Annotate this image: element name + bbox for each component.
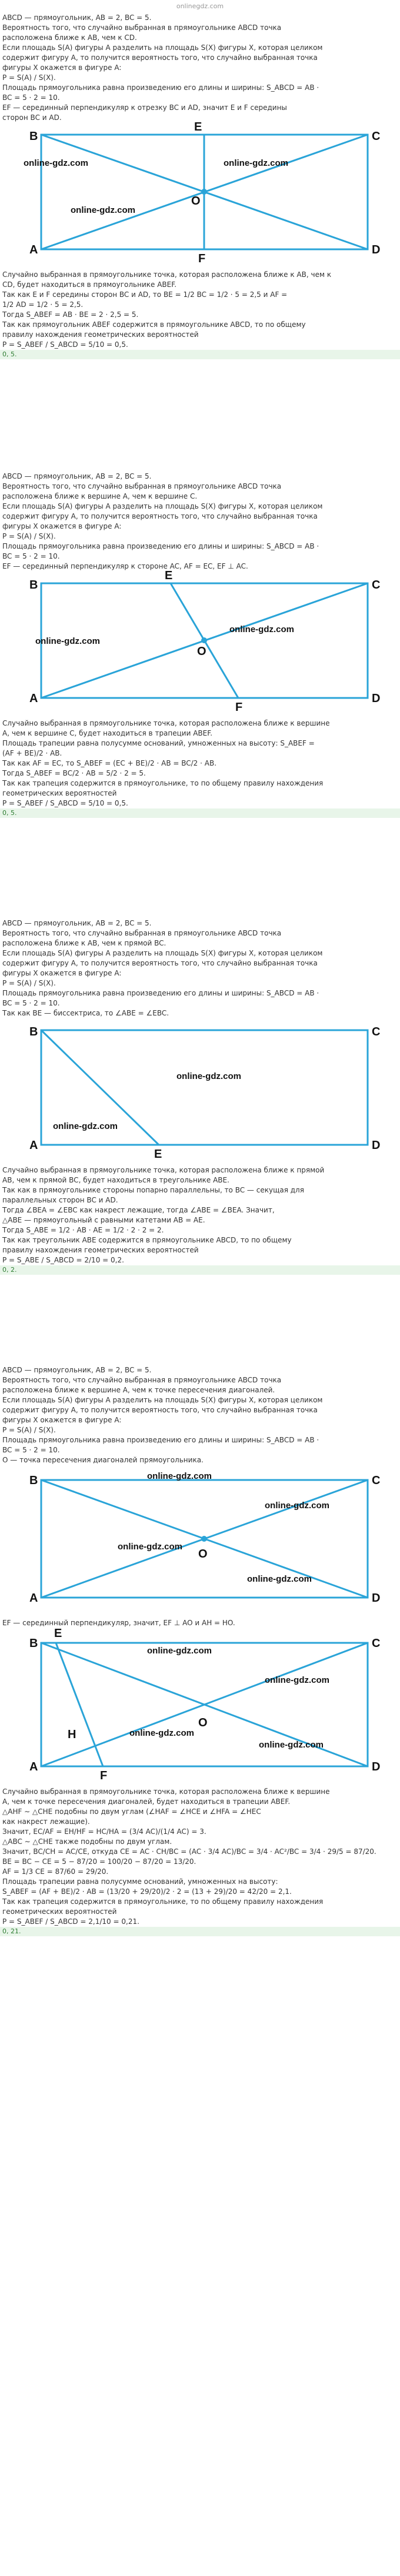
figure-4b — [0, 1628, 400, 1787]
text-line: P = S_ABEF / S_ABCD = 5/10 = 0,5. — [2, 340, 128, 349]
text-line: Так как трапеция содержится в прямоугольнике, то по общему правилу нахождения — [2, 779, 324, 787]
problem-2 — [0, 472, 400, 918]
label-c: C — [372, 1474, 381, 1487]
label-e: E — [194, 121, 202, 133]
text-line: P = S(A) / S(X). — [2, 1426, 56, 1434]
text-line: CD, будет находиться в прямоугольнике ABEF. — [2, 280, 177, 289]
text-line: как накрест лежащие). — [2, 1817, 90, 1826]
text-line: P = S(A) / S(X). — [2, 979, 56, 987]
text-line: содержит фигуру A, то получится вероятность того, что случайно выбранная точка — [2, 54, 318, 62]
watermark: online-gdz.com — [265, 1675, 329, 1685]
text-line: Так как E и F середины сторон BC и AD, то BE = 1/2 BC = 1/2 · 5 = 2,5 и AF = — [2, 290, 288, 299]
problem-1 — [0, 13, 400, 472]
label-d: D — [372, 1592, 381, 1605]
label-c: C — [372, 579, 381, 592]
formula-text — [0, 978, 400, 1018]
label-f: F — [235, 701, 243, 714]
text-line: ABCD — прямоугольник, AB = 2, BC = 5. — [2, 1366, 152, 1374]
label-h: H — [68, 1728, 76, 1741]
formula-text — [0, 73, 400, 123]
text-line: BE = BC − CE = 5 − 87/20 = 100/20 − 87/20 = 13/20. — [2, 1857, 196, 1866]
text-line: Значит, BC/CH = AC/CE, откуда CE = AC · CH/BC = (AC · 3/4 AC)/BC = 3/4 · AC²/BC = 3/4 · 29/5 = 87/20. — [2, 1847, 376, 1856]
watermark: online-gdz.com — [224, 158, 288, 168]
text-line: △ABE — прямоугольный с равными катетами AB = AE. — [2, 1216, 205, 1224]
text-line: Случайно выбранная в прямоугольнике точка, которая расположена ближе к AB, чем к — [2, 270, 332, 279]
label-a: A — [29, 1139, 38, 1152]
text-line: Если площадь S(A) фигуры A разделить на площадь S(X) фигуры X, которая целиком — [2, 949, 323, 957]
text-line: содержит фигуру A, то получится вероятность того, что случайно выбранная точка — [2, 959, 318, 967]
text-line: Значит, EC/AF = EH/HF = HC/HA = (3/4 AC)/(1/4 AC) = 3. — [2, 1827, 206, 1836]
label-b: B — [29, 1474, 38, 1487]
label-f: F — [198, 252, 206, 265]
watermark: online-gdz.com — [265, 1501, 329, 1511]
text-line: параллельных сторон BC и AD. — [2, 1196, 118, 1204]
text-line: содержит фигуру A, то получится вероятность того, что случайно выбранная точка — [2, 1406, 318, 1414]
text-line: P = S(A) / S(X). — [2, 73, 56, 82]
text-line: Так как треугольник ABE содержится в прямоугольнике ABCD, то по общему — [2, 1236, 292, 1244]
text-line: Площадь трапеции равна полусумме оснований, умноженных на высоту: — [2, 1877, 278, 1886]
watermark: online-gdz.com — [147, 1646, 212, 1656]
text-line: (AF + BE)/2 · AB. — [2, 749, 62, 757]
rectangle-diagram — [0, 1465, 400, 1618]
text-line: 1/2 AD = 1/2 · 5 = 2,5. — [2, 300, 84, 309]
solution-text — [0, 719, 400, 808]
text-line: AF = 1/3 CE = 87/60 = 29/20. — [2, 1867, 109, 1876]
answer: 0, 2. — [0, 1265, 400, 1275]
text-line: AB, чем к прямой BC, будет находиться в треугольнике ABE. — [2, 1176, 229, 1184]
text-line: расположена ближе к AB, чем к прямой BC. — [2, 939, 166, 947]
text-line: Тогда S_ABEF = AB · BE = 2 · 2,5 = 5. — [2, 310, 139, 319]
label-a: A — [29, 692, 38, 705]
label-d: D — [372, 243, 381, 256]
text-line: Если площадь S(A) фигуры A разделить на площадь S(X) фигуры X, которая целиком — [2, 44, 323, 52]
label-c: C — [372, 1025, 381, 1038]
label-o: O — [198, 1716, 208, 1729]
watermark: online-gdz.com — [229, 624, 294, 634]
answer: 0, 5. — [0, 350, 400, 359]
text-line: Тогда S_ABEF = BC/2 · AB = 5/2 · 2 = 5. — [2, 769, 146, 777]
text-line: BC = 5 · 2 = 10. — [2, 999, 60, 1007]
text-line: Если площадь S(A) фигуры A разделить на площадь S(X) фигуры X, которая целиком — [2, 1396, 323, 1404]
text-line: P = S(A) / S(X). — [2, 532, 56, 540]
label-a: A — [29, 1760, 38, 1773]
text-line: фигуры X окажется в фигуре A: — [2, 1416, 122, 1424]
label-b: B — [29, 1025, 38, 1038]
label-b: B — [29, 1637, 38, 1650]
text-line: Случайно выбранная в прямоугольнике точка, которая расположена ближе к вершине — [2, 719, 330, 727]
text-line: Так как прямоугольник ABEF содержится в прямоугольнике ABCD, то по общему — [2, 320, 306, 329]
label-f: F — [100, 1769, 108, 1782]
text-line: сторон BC и AD. — [2, 113, 62, 122]
label-d: D — [372, 1139, 381, 1152]
text-line: EF — серединный перпендикуляр к отрезку BC и AD, значит E и F середины — [2, 103, 287, 112]
text-line: ABCD — прямоугольник, AB = 2, BC = 5. — [2, 472, 152, 480]
label-a: A — [29, 243, 38, 256]
text-line: Так как в прямоугольнике стороны попарно параллельны, то BC — секущая для — [2, 1186, 304, 1194]
figure-4a — [0, 1465, 400, 1618]
label-b: B — [29, 579, 38, 592]
figure-3 — [0, 1018, 400, 1165]
text-line: Вероятность того, что случайно выбранная в прямоугольнике ABCD точка — [2, 24, 282, 32]
label-c: C — [372, 1637, 381, 1650]
figure-1 — [0, 123, 400, 270]
text-line: Площадь прямоугольника равна произведению его длины и ширины: S_ABCD = AB · — [2, 83, 319, 92]
label-e: E — [165, 569, 173, 582]
text-line: EF — серединный перпендикуляр, значит, EF ⊥ AO и AH = HO. — [2, 1619, 235, 1627]
text-line: Если площадь S(A) фигуры A разделить на площадь S(X) фигуры X, которая целиком — [2, 502, 323, 510]
text-line: BC = 5 · 2 = 10. — [2, 1446, 60, 1454]
text-line: ABCD — прямоугольник, AB = 2, BC = 5. — [2, 919, 152, 927]
watermark: online-gdz.com — [176, 1071, 241, 1081]
text-line: содержит фигуру A, то получится вероятность того, что случайно выбранная точка — [2, 512, 318, 520]
text-line: Так как AF = EC, то S_ABEF = (EC + BE)/2 · AB = BC/2 · AB. — [2, 759, 217, 767]
text-line: Тогда S_ABE = 1/2 · AB · AE = 1/2 · 2 · 2 = 2. — [2, 1226, 164, 1234]
text-line: BC = 5 · 2 = 10. — [2, 93, 60, 102]
text-line: Площадь прямоугольника равна произведению его длины и ширины: S_ABCD = AB · — [2, 989, 319, 997]
text-line: Случайно выбранная в прямоугольнике точка, которая расположена ближе к прямой — [2, 1166, 325, 1174]
label-o: O — [198, 1548, 208, 1561]
label-b: B — [29, 130, 38, 143]
watermark: online-gdz.com — [53, 1121, 118, 1131]
text-line: A, чем к точке пересечения диагоналей, будет находиться в трапеции ABEF. — [2, 1797, 291, 1806]
text-line: Случайно выбранная в прямоугольнике точка, которая расположена ближе к вершине — [2, 1788, 330, 1796]
text-line: расположена ближе к AB, чем к CD. — [2, 34, 137, 42]
text-line: Площадь прямоугольника равна произведению его длины и ширины: S_ABCD = AB · — [2, 1436, 319, 1444]
text-line: Площадь прямоугольника равна произведению его длины и ширины: S_ABCD = AB · — [2, 542, 319, 550]
intro-text — [0, 918, 400, 978]
problem-4 — [0, 1365, 400, 2565]
site-header: onlinegdz.com — [176, 2, 224, 10]
problem-3 — [0, 918, 400, 1365]
text-line: EF — серединный перпендикуляр к стороне AC, AF = EC, EF ⊥ AC. — [2, 562, 248, 570]
formula-text — [0, 1425, 400, 1465]
label-a: A — [29, 1592, 38, 1605]
rectangle-diagram — [0, 1018, 400, 1165]
solution-text — [0, 1165, 400, 1265]
text-line: Так как BE — биссектриса, то ∠ABE = ∠EBC. — [2, 1009, 169, 1017]
text-line: △ABC ∼ △CHE также подобны по двум углам. — [2, 1837, 172, 1846]
text-line: P = S_ABE / S_ABCD = 2/10 = 0,2. — [2, 1256, 124, 1264]
text-line: Тогда ∠BEA = ∠EBC как накрест лежащие, тогда ∠ABE = ∠BEA. Значит, — [2, 1206, 275, 1214]
text-line: Так как трапеция содержится в прямоугольнике, то по общему правилу нахождения — [2, 1897, 324, 1906]
text-line: P = S_ABEF / S_ABCD = 5/10 = 0,5. — [2, 799, 128, 807]
text-line: фигуры X окажется в фигуре A: — [2, 64, 122, 72]
watermark: online-gdz.com — [118, 1542, 182, 1552]
solution-text — [0, 1787, 400, 1927]
watermark: online-gdz.com — [247, 1574, 312, 1584]
answer: 0, 21. — [0, 1927, 400, 1936]
text-line: P = S_ABEF / S_ABCD = 2,1/10 = 0,21. — [2, 1917, 139, 1926]
intro-text — [0, 472, 400, 532]
watermark: online-gdz.com — [35, 636, 100, 646]
text-line: геометрических вероятностей — [2, 1907, 117, 1916]
text-line: Площадь трапеции равна полусумме оснований, умноженных на высоту: S_ABEF = — [2, 739, 315, 747]
text-line: фигуры X окажется в фигуре A: — [2, 969, 122, 977]
text-line: S_ABEF = (AF + BE)/2 · AB = (13/20 + 29/20)/2 · 2 = (13 + 29)/20 = 42/20 = 2,1. — [2, 1887, 292, 1896]
watermark: online-gdz.com — [129, 1728, 194, 1738]
text-line: △AHF ∼ △CHE подобны по двум углам (∠HAF = ∠HCE и ∠HFA = ∠HEC — [2, 1807, 261, 1816]
text-line: Вероятность того, что случайно выбранная в прямоугольнике ABCD точка — [2, 929, 282, 937]
text-line: геометрических вероятностей — [2, 789, 117, 797]
text-line: Вероятность того, что случайно выбранная в прямоугольнике ABCD точка — [2, 482, 282, 490]
label-o: O — [191, 195, 201, 208]
watermark: online-gdz.com — [147, 1471, 212, 1481]
text-line: расположена ближе к вершине A, чем к вершине C. — [2, 492, 198, 500]
text-line: BC = 5 · 2 = 10. — [2, 552, 60, 560]
solution-text — [0, 270, 400, 350]
label-e: E — [154, 1148, 162, 1161]
answer: 0, 5. — [0, 808, 400, 818]
text-line: Вероятность того, что случайно выбранная в прямоугольнике ABCD точка — [2, 1376, 282, 1384]
watermark: online-gdz.com — [259, 1740, 324, 1750]
text-line: правилу нахождения геометрических вероятностей — [2, 1246, 199, 1254]
text-line: O — точка пересечения диагоналей прямоугольника. — [2, 1456, 204, 1464]
label-c: C — [372, 130, 381, 143]
label-d: D — [372, 692, 381, 705]
watermark: online-gdz.com — [24, 158, 88, 168]
text-line: ABCD — прямоугольник, AB = 2, BC = 5. — [2, 14, 152, 22]
watermark: online-gdz.com — [71, 205, 135, 215]
intro-text — [0, 13, 400, 73]
text-line: правилу нахождения геометрических вероятностей — [2, 330, 199, 339]
intro-text — [0, 1365, 400, 1425]
formula-text — [0, 532, 400, 572]
label-o: O — [197, 645, 206, 658]
text-line: A, чем к вершине C, будет находиться в трапеции ABEF. — [2, 729, 213, 737]
text-line: фигуры X окажется в фигуре A: — [2, 522, 122, 530]
figure-2 — [0, 569, 400, 719]
label-d: D — [372, 1760, 381, 1773]
text-line: расположена ближе к вершине A, чем к точке пересечения диагоналей. — [2, 1386, 275, 1394]
label-e: E — [54, 1627, 62, 1640]
